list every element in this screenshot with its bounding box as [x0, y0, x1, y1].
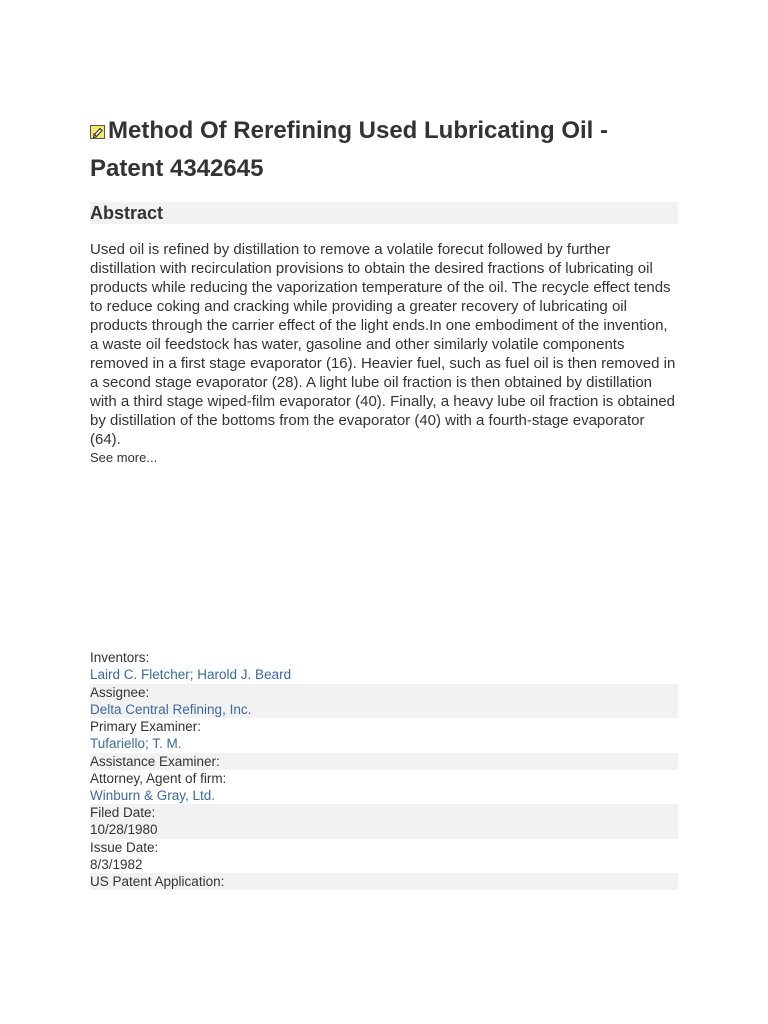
assistance-examiner-label: Assistance Examiner: — [90, 753, 220, 769]
issue-date-row — [90, 839, 678, 874]
inventors-row — [90, 649, 678, 684]
filed-date-row — [90, 804, 678, 839]
abstract-heading: Abstract — [90, 202, 678, 224]
inventors-link[interactable]: Laird C. Fletcher; Harold J. Beard — [90, 667, 292, 682]
assistance-examiner-row — [90, 753, 678, 770]
attorney-row — [90, 770, 678, 805]
us-patent-application-row — [90, 873, 678, 890]
filed-date-label: Filed Date: — [90, 805, 156, 820]
page-title — [90, 112, 678, 188]
primary-examiner-link[interactable]: Tufariello; T. M. — [90, 736, 182, 751]
patent-metadata — [90, 649, 678, 890]
assignee-label: Assignee: — [90, 684, 150, 700]
us-patent-application-label: US Patent Application: — [90, 874, 225, 889]
title-text: Method Of Rerefining Used Lubricating Oil - Patent 4342645 — [90, 117, 609, 182]
filed-date-value: 10/28/1980 — [90, 822, 158, 837]
abstract-text: Used oil is refined by distillation to remove a volatile forecut followed by further distillation with recirculation provisions to obtain the desired fractions of lubricating oil products while reducing the vaporization temperature of the oil. The recycle effect tends to reduce coking and cracking while providing a greater recovery of lubricating oil products through the carrier effect of the light ends.In one embodiment of the invention, a waste oil feedstock has water, gasoline and other similarly volatile components removed in a first stage evaporator (16). Heavier fuel, such as fuel oil is then removed in a second stage evaporator (28). A light lube oil fraction is then obtained by distillation with a third stage wiped-film evaporator (40). Finally, a heavy lube oil fraction is obtained by distillation of the bottoms from the evaporator (40) with a fourth-stage evaporator (64). — [90, 241, 676, 448]
attorney-label: Attorney, Agent of firm: — [90, 770, 227, 786]
document — [90, 112, 678, 467]
see-more-link[interactable]: See more... — [90, 450, 158, 465]
document-edit-icon — [90, 125, 105, 139]
attorney-link[interactable]: Winburn & Gray, Ltd. — [90, 787, 216, 803]
primary-examiner-row — [90, 718, 678, 753]
assignee-link[interactable]: Delta Central Refining, Inc. — [90, 701, 252, 717]
issue-date-label: Issue Date: — [90, 839, 159, 855]
issue-date-value: 8/3/1982 — [90, 856, 143, 872]
assignee-row — [90, 684, 678, 719]
primary-examiner-label: Primary Examiner: — [90, 719, 202, 734]
inventors-label: Inventors: — [90, 650, 150, 665]
